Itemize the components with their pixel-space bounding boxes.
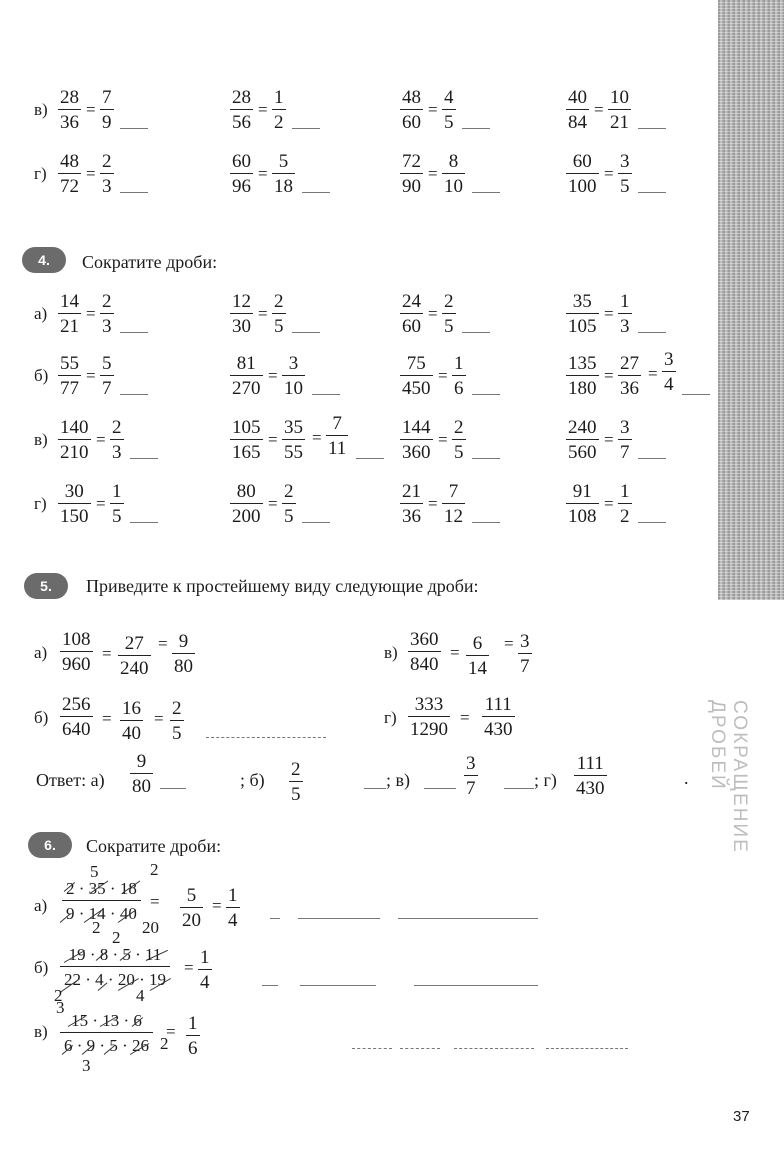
row-label: б) [34, 366, 49, 385]
eq-sign: = [460, 708, 470, 727]
task6-v-label: в) [34, 1022, 48, 1041]
fraction-original: $\frac{91}{108}$ [568, 481, 597, 527]
fraction-final: $\frac{7}{11}$ [328, 413, 347, 459]
row-label: в) [34, 100, 48, 119]
task5-answer-sep-g: ; г) [534, 770, 557, 790]
eq-sign: = [312, 428, 322, 447]
fraction-reduced: $\frac{2}{5}$ [274, 291, 284, 337]
task5-answer-prefix: Ответ: а) [36, 770, 105, 790]
answer-blank[interactable] [302, 522, 330, 523]
eq-sign: = [268, 366, 278, 385]
row-label: а) [34, 304, 48, 323]
answer-blank[interactable] [120, 192, 148, 193]
fraction-original: $\frac{35}{105}$ [568, 291, 597, 337]
fraction-reduced: $\frac{35}{55}$ [284, 417, 303, 463]
fraction-reduced: $\frac{3}{7}$ [620, 417, 630, 463]
eq-sign: = [86, 164, 96, 183]
eq-sign: = [428, 164, 438, 183]
fraction-reduced: $\frac{2}{5}$ [444, 291, 454, 337]
task6-b-final: $\frac{1}{4}$ [200, 947, 210, 993]
task6-v-below-1: 3 [82, 1056, 91, 1075]
answer-blank[interactable] [120, 332, 148, 333]
answer-blank[interactable] [682, 394, 710, 395]
eq-sign: = [96, 430, 106, 449]
fraction-reduced: $\frac{1}{5}$ [112, 481, 122, 527]
answer-blank[interactable] [298, 918, 380, 919]
answer-blank[interactable] [400, 1048, 440, 1049]
fraction-reduced: $\frac{4}{5}$ [444, 87, 454, 133]
fraction-original: $\frac{21}{36}$ [402, 481, 421, 527]
answer-blank[interactable] [312, 394, 340, 395]
answer-blank[interactable] [206, 737, 326, 738]
eq-sign: = [258, 100, 268, 119]
eq-sign: = [86, 366, 96, 385]
task6-b-left-mark: 3 [56, 998, 65, 1017]
answer-blank[interactable] [120, 128, 148, 129]
fraction-reduced: $\frac{2}{3}$ [112, 417, 122, 463]
task5-v-frac3: $\frac{3}{7}$ [520, 631, 530, 677]
answer-blank[interactable] [638, 192, 666, 193]
answer-blank[interactable] [352, 1048, 392, 1049]
eq-sign: = [154, 709, 164, 728]
task6-a-denominator: 9 · 14 · 40 [62, 900, 141, 922]
task5-a-frac2: $\frac{27}{240}$ [120, 633, 149, 679]
answer-blank[interactable] [356, 458, 384, 459]
task6-v-numerator: 15 · 13 · 6 [71, 1011, 142, 1030]
fraction-original: $\frac{144}{360}$ [402, 417, 431, 463]
eq-sign: = [268, 494, 278, 513]
answer-blank[interactable] [364, 788, 386, 789]
task6-v-right-mark: 2 [160, 1034, 169, 1053]
fraction-reduced: $\frac{7}{12}$ [444, 481, 463, 527]
answer-blank[interactable] [472, 192, 500, 193]
eq-sign: = [258, 164, 268, 183]
eq-sign: = [86, 304, 96, 323]
answer-blank[interactable] [424, 788, 456, 789]
answer-blank[interactable] [302, 192, 330, 193]
fraction-original: $\frac{60}{100}$ [568, 151, 597, 197]
answer-blank[interactable] [130, 522, 158, 523]
fraction-original: $\frac{30}{150}$ [60, 481, 89, 527]
fraction-original: $\frac{12}{30}$ [232, 291, 251, 337]
answer-blank[interactable] [462, 128, 490, 129]
answer-blank[interactable] [398, 918, 538, 919]
row-label: г) [34, 164, 47, 183]
page-edge-strip [718, 0, 784, 600]
fraction-reduced: $\frac{7}{9}$ [102, 87, 112, 133]
eq-sign: = [648, 364, 658, 383]
task5-answer-b: $\frac{2}{5}$ [291, 759, 301, 805]
task5-answer-sep-b: ; б) [240, 770, 265, 790]
task4-number-badge: 4. [22, 247, 66, 273]
fraction-original: $\frac{81}{270}$ [232, 353, 261, 399]
task6-a-above-1: 5 [90, 862, 99, 881]
answer-blank[interactable] [270, 918, 280, 919]
answer-blank[interactable] [292, 128, 320, 129]
answer-blank[interactable] [300, 985, 376, 986]
fraction-original: $\frac{24}{60}$ [402, 291, 421, 337]
row-label: г) [34, 494, 47, 513]
fraction-reduced: $\frac{5}{18}$ [274, 151, 293, 197]
answer-blank[interactable] [638, 458, 666, 459]
eq-sign: = [158, 634, 168, 653]
answer-blank[interactable] [638, 332, 666, 333]
task4-title: Сократите дроби: [82, 252, 218, 272]
task5-v-frac2: $\frac{6}{14}$ [468, 633, 487, 679]
task5-answer-end: . [684, 768, 689, 788]
task5-answer-a: $\frac{9}{80}$ [132, 751, 151, 797]
task5-b-frac3: $\frac{2}{5}$ [172, 698, 182, 744]
fraction-reduced: $\frac{3}{5}$ [620, 151, 630, 197]
task5-answer-sep-v: ; в) [386, 770, 410, 790]
fraction-reduced: $\frac{8}{10}$ [444, 151, 463, 197]
task6-b-label: б) [34, 958, 49, 977]
task6-a-below-2: 2 [112, 928, 121, 947]
fraction-original: $\frac{80}{200}$ [232, 481, 261, 527]
eq-sign: = [166, 1022, 176, 1041]
answer-blank[interactable] [472, 394, 500, 395]
chapter-vertical-title: СОКРАЩЕНИЕ ДРОБЕЙ [707, 700, 750, 854]
task5-number-badge: 5. [24, 573, 68, 599]
answer-blank[interactable] [472, 458, 500, 459]
task6-a-final: $\frac{1}{4}$ [228, 885, 238, 931]
answer-blank[interactable] [160, 788, 186, 789]
task6-v-denominator: 6 · 9 · 5 · 26 [60, 1032, 153, 1054]
fraction-original: $\frac{14}{21}$ [60, 291, 79, 337]
eq-sign: = [258, 304, 268, 323]
task6-b-expression [60, 946, 170, 988]
eq-sign: = [212, 896, 222, 915]
task5-answer-g: $\frac{111}{430}$ [576, 753, 605, 799]
fraction-reduced: $\frac{2}{5}$ [284, 481, 294, 527]
task5-a-frac3: $\frac{9}{80}$ [174, 631, 193, 677]
fraction-original: $\frac{28}{36}$ [60, 87, 79, 133]
eq-sign: = [604, 430, 614, 449]
eq-sign: = [428, 494, 438, 513]
task6-number-badge: 6. [28, 832, 72, 858]
fraction-original: $\frac{40}{84}$ [568, 87, 587, 133]
fraction-reduced: $\frac{10}{21}$ [610, 87, 629, 133]
eq-sign: = [268, 430, 278, 449]
eq-sign: = [604, 304, 614, 323]
fraction-original: $\frac{75}{450}$ [402, 353, 431, 399]
task5-b-frac1: $\frac{256}{640}$ [62, 694, 91, 740]
task5-title: Приведите к простейшему виду следующие дроби: [86, 576, 479, 596]
eq-sign: = [96, 494, 106, 513]
answer-blank[interactable] [638, 522, 666, 523]
task6-a-result: $\frac{5}{20}$ [182, 885, 201, 931]
task5-v-label: в) [384, 643, 398, 662]
row-label: в) [34, 430, 48, 449]
eq-sign: = [428, 100, 438, 119]
answer-blank[interactable] [130, 458, 158, 459]
answer-blank[interactable] [120, 394, 148, 395]
answer-blank[interactable] [292, 332, 320, 333]
fraction-original: $\frac{135}{180}$ [568, 353, 597, 399]
task6-a-label: а) [34, 896, 48, 915]
task5-b-frac2: $\frac{16}{40}$ [122, 698, 141, 744]
task6-a-below-1: 2 [92, 918, 101, 937]
fraction-reduced: $\frac{5}{7}$ [102, 353, 112, 399]
fraction-reduced: $\frac{1}{2}$ [620, 481, 630, 527]
eq-sign: = [594, 100, 604, 119]
task6-a-above-2: 2 [150, 860, 159, 879]
task6-a-below-3: 20 [142, 918, 159, 937]
task5-g-frac2: $\frac{111}{430}$ [484, 694, 513, 740]
eq-sign: = [102, 644, 112, 663]
task6-b-below-1: 2 [54, 986, 63, 1005]
answer-blank[interactable] [504, 788, 534, 789]
task5-a-frac1: $\frac{108}{960}$ [62, 629, 91, 675]
task6-b-denominator: 22 · 4 · 20 · 19 [60, 966, 170, 988]
eq-sign: = [150, 892, 160, 911]
eq-sign: = [604, 494, 614, 513]
eq-sign: = [604, 164, 614, 183]
fraction-original: $\frac{140}{210}$ [60, 417, 89, 463]
fraction-reduced: $\frac{2}{5}$ [454, 417, 464, 463]
eq-sign: = [438, 430, 448, 449]
fraction-reduced: $\frac{1}{3}$ [620, 291, 630, 337]
fraction-original: $\frac{48}{72}$ [60, 151, 79, 197]
eq-sign: = [438, 366, 448, 385]
fraction-original: $\frac{55}{77}$ [60, 353, 79, 399]
answer-blank[interactable] [638, 128, 666, 129]
answer-blank[interactable] [262, 985, 278, 986]
fraction-original: $\frac{240}{560}$ [568, 417, 597, 463]
eq-sign: = [184, 958, 194, 977]
fraction-final: $\frac{3}{4}$ [664, 349, 674, 395]
fraction-reduced: $\frac{27}{36}$ [620, 353, 639, 399]
fraction-reduced: $\frac{2}{3}$ [102, 151, 112, 197]
task5-v-frac1: $\frac{360}{840}$ [410, 629, 439, 675]
task5-g-frac1: $\frac{333}{1290}$ [410, 694, 448, 740]
eq-sign: = [428, 304, 438, 323]
eq-sign: = [504, 634, 514, 653]
fraction-original: $\frac{105}{165}$ [232, 417, 261, 463]
answer-blank[interactable] [454, 1048, 534, 1049]
fraction-reduced: $\frac{1}{2}$ [274, 87, 284, 133]
eq-sign: = [450, 643, 460, 662]
task6-title: Сократите дроби: [86, 836, 222, 856]
fraction-original: $\frac{60}{96}$ [232, 151, 251, 197]
fraction-original: $\frac{48}{60}$ [402, 87, 421, 133]
task5-a-label: а) [34, 643, 48, 662]
fraction-original: $\frac{28}{56}$ [232, 87, 251, 133]
fraction-reduced: $\frac{1}{6}$ [454, 353, 464, 399]
task6-b-numerator: 19 · 8 · 5 · 11 [68, 945, 162, 964]
page-number: 37 [733, 1108, 750, 1125]
task5-b-label: б) [34, 708, 49, 727]
fraction-reduced: $\frac{2}{3}$ [102, 291, 112, 337]
answer-blank[interactable] [546, 1048, 628, 1049]
eq-sign: = [604, 366, 614, 385]
fraction-reduced: $\frac{3}{10}$ [284, 353, 303, 399]
task5-g-label: г) [384, 708, 397, 727]
task6-b-below-2: 4 [136, 986, 145, 1005]
answer-blank[interactable] [414, 985, 538, 986]
task5-answer-v: $\frac{3}{7}$ [466, 753, 476, 799]
answer-blank[interactable] [472, 522, 500, 523]
task6-a-numerator: 2 · 35 · 18 [66, 879, 137, 898]
fraction-original: $\frac{72}{90}$ [402, 151, 421, 197]
task6-v-final: $\frac{1}{6}$ [188, 1013, 198, 1059]
eq-sign: = [86, 100, 96, 119]
answer-blank[interactable] [462, 332, 490, 333]
eq-sign: = [102, 709, 112, 728]
